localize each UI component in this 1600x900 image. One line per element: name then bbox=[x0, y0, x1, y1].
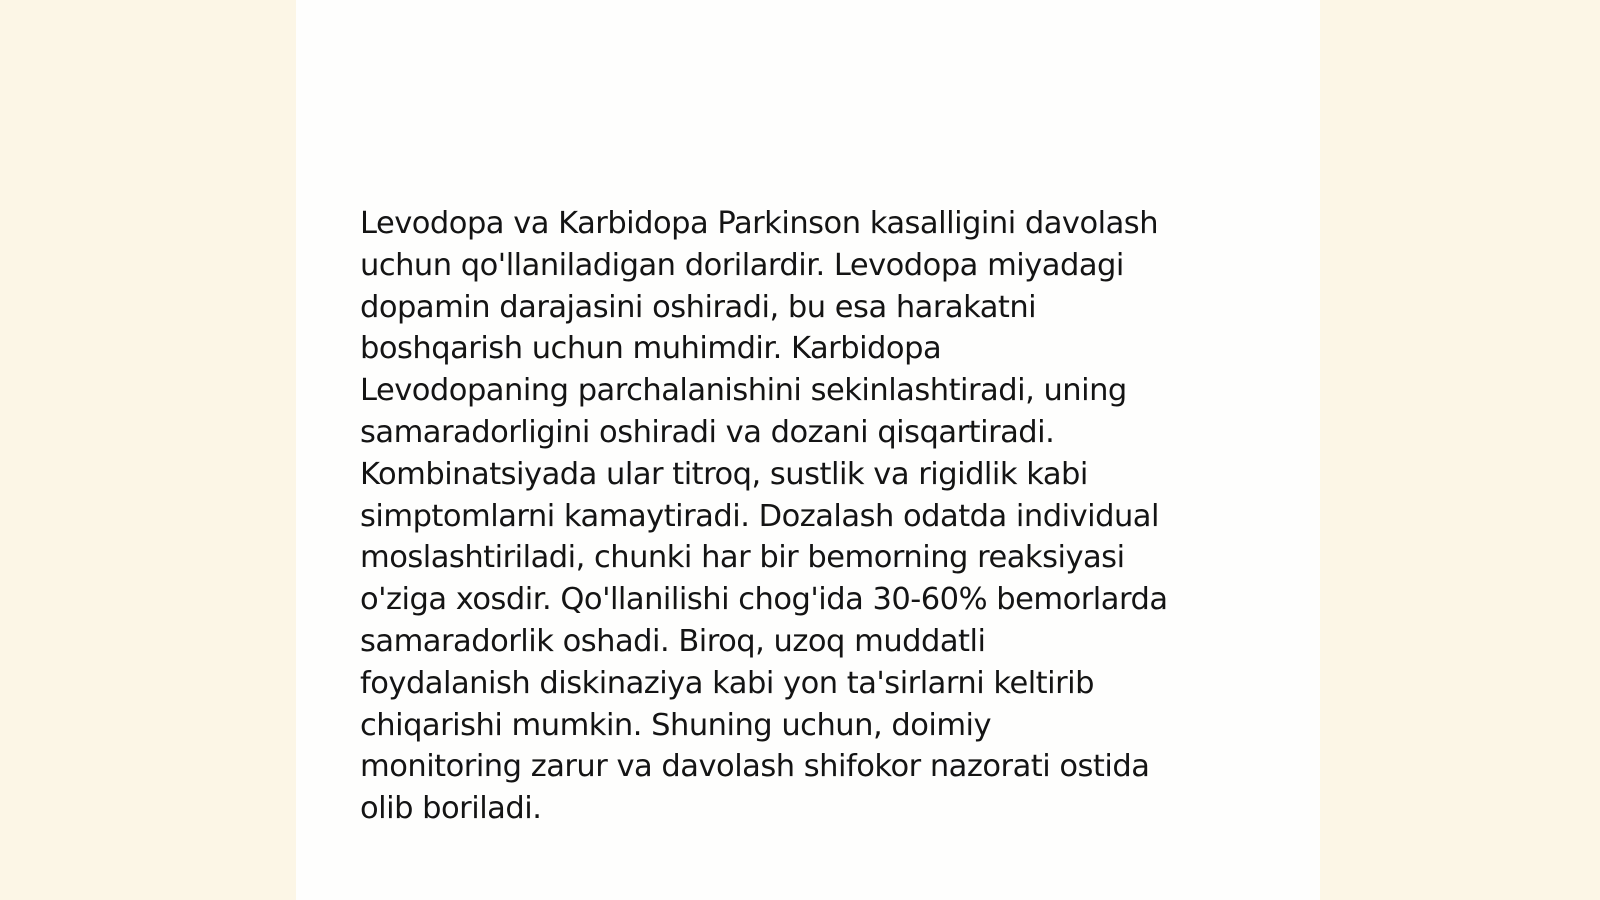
text-line: boshqarish uchun muhimdir. Karbidopa bbox=[360, 331, 942, 367]
text-line: simptomlarni kamaytiradi. Dozalash odatda individual bbox=[360, 498, 1159, 534]
text-line: chiqarishi mumkin. Shuning uchun, doimiy bbox=[360, 707, 992, 743]
text-line: moslashtiriladi, chunki har bir bemorning reaksiyasi bbox=[360, 540, 1125, 576]
text-line: olib boriladi. bbox=[360, 791, 542, 827]
text-line: o'ziga xosdir. Qo'llanilishi chog'ida 30-60% bemorlarda bbox=[360, 582, 1168, 618]
text-line: samaradorligini oshiradi va dozani qisqartiradi. bbox=[360, 414, 1055, 450]
text-line: uchun qo'llaniladigan dorilardir. Levodopa miyadagi bbox=[360, 247, 1124, 283]
text-line: monitoring zarur va davolash shifokor nazorati ostida bbox=[360, 749, 1150, 785]
text-line: samaradorlik oshadi. Biroq, uzoq muddatli bbox=[360, 623, 986, 659]
text-line: Levodopa va Karbidopa Parkinson kasalligini davolash bbox=[360, 206, 1159, 241]
slide-body-text bbox=[360, 203, 1260, 830]
text-line: foydalanish diskinaziya kabi yon ta'sirlarni keltirib bbox=[360, 665, 1094, 701]
text-line: Kombinatsiyada ular titroq, sustlik va rigidlik kabi bbox=[360, 456, 1088, 492]
text-line: Levodopaning parchalanishini sekinlashtiradi, uning bbox=[360, 373, 1127, 409]
slide bbox=[296, 0, 1320, 900]
text-line: dopamin darajasini oshiradi, bu esa harakatni bbox=[360, 289, 1037, 325]
